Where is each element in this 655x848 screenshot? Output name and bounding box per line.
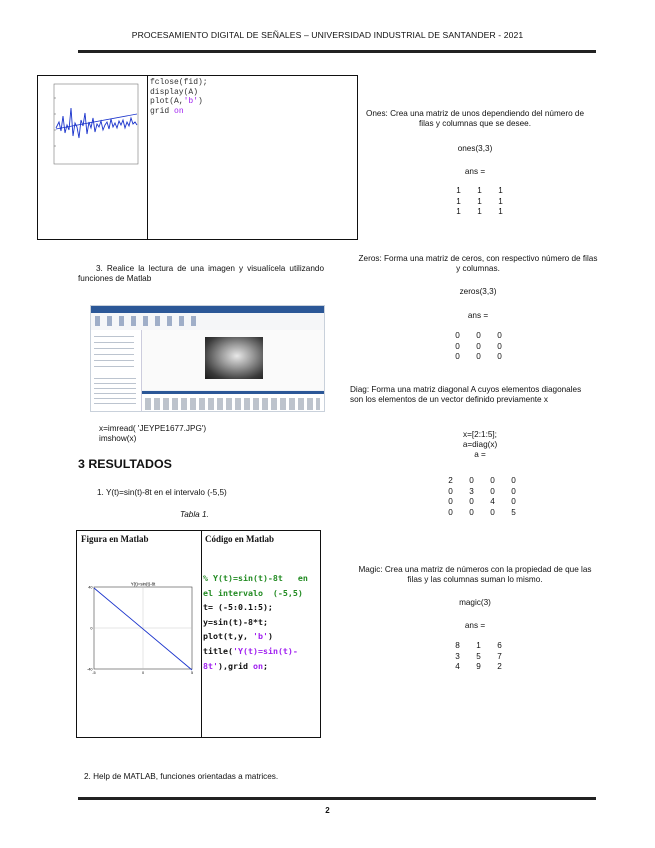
code-token: ),grid xyxy=(218,660,253,671)
matrix-cell: 0 xyxy=(511,486,516,496)
matrix-row xyxy=(440,487,524,498)
header-rule xyxy=(78,50,596,53)
code-comment: % Y(t)=sin(t)-8t en xyxy=(203,573,308,583)
zeros-description: Zeros: Forma una matriz de ceros, con respectivo número de filas y columnas. xyxy=(358,254,598,273)
ones-call: ones(3,3) xyxy=(457,144,493,153)
diag-description: Diag: Forma una matriz diagonal A cuyos elementos diagonales son los elementos de un vector definido previamente x xyxy=(350,385,582,404)
diag-matrix xyxy=(440,476,524,518)
item1-text: 1. Y(t)=sin(t)-8t en el intervalo (-5,5) xyxy=(97,488,227,497)
plot-axes-box xyxy=(54,84,138,164)
matrix-cell: 0 xyxy=(469,497,474,507)
code-keyword: on xyxy=(174,106,184,116)
matrix-row xyxy=(447,652,510,663)
top-code xyxy=(150,78,208,116)
matrix-cell: 1 xyxy=(477,196,482,206)
matrix-cell: 0 xyxy=(455,341,460,351)
magic-ans: ans = xyxy=(464,621,486,630)
matrix-cell: 0 xyxy=(455,331,460,340)
matrix-cell: 0 xyxy=(448,497,453,507)
diag-code xyxy=(440,430,520,460)
code-line: display(A) xyxy=(150,87,199,97)
matrix-row xyxy=(447,641,510,652)
code-keyword: on xyxy=(252,660,263,671)
matrix-row xyxy=(447,352,510,363)
code-string: 'b' xyxy=(252,631,268,642)
matrix-cell: 2 xyxy=(448,476,453,485)
x-tick-label: 5 xyxy=(190,671,194,675)
table-caption: Tabla 1. xyxy=(180,510,209,519)
matrix-row xyxy=(448,207,511,218)
matrix-cell: 1 xyxy=(476,641,481,650)
matrix-cell: 0 xyxy=(476,331,481,340)
matrix-cell: 5 xyxy=(511,507,516,517)
magic-call: magic(3) xyxy=(459,598,491,607)
noisy-signal-figure xyxy=(40,78,145,178)
matrix-cell: 0 xyxy=(497,341,502,351)
matrix-cell: 3 xyxy=(455,651,460,661)
matrix-cell: 0 xyxy=(490,476,495,485)
table-header-figure: Figura en Matlab xyxy=(81,534,149,544)
zeros-ans: ans = xyxy=(467,311,489,320)
matrix-cell: 5 xyxy=(476,651,481,661)
code-line: grid xyxy=(150,106,175,116)
y-tick-label: -40 xyxy=(87,667,93,672)
code-line: y=sin(t)-8*t; xyxy=(203,616,268,627)
matrix-cell: 7 xyxy=(497,651,502,661)
code-token: title( xyxy=(203,645,233,656)
table-column-divider xyxy=(201,531,202,737)
matlab-toolbar-icons xyxy=(95,316,203,326)
item2-text: 2. Help de MATLAB, funciones orientadas a matrices. xyxy=(84,772,279,781)
matrix-cell: 0 xyxy=(497,352,502,362)
code-line: imshow(x) xyxy=(99,434,137,443)
matrix-row xyxy=(440,508,524,519)
page-number: 2 xyxy=(325,806,330,815)
matrix-row xyxy=(440,476,524,487)
matrix-row xyxy=(448,197,511,208)
ones-description: Ones: Crea una matriz de unos dependiendo del número de filas y columnas que se desee. xyxy=(365,109,585,128)
section-heading: 3 RESULTADOS xyxy=(78,457,172,471)
running-header: PROCESAMIENTO DIGITAL DE SEÑALES – UNIVERSIDAD INDUSTRIAL DE SANTANDER - 2021 xyxy=(131,30,524,40)
item3-text: 3. Realice la lectura de una imagen y visualícela utilizando funciones de Matlab xyxy=(78,264,324,283)
code-line: a=diag(x) xyxy=(462,440,498,449)
matrix-cell: 0 xyxy=(511,476,516,485)
code-line: x=[2:1:5]; xyxy=(463,430,497,439)
matrix-cell: 0 xyxy=(469,507,474,517)
matrix-cell: 8 xyxy=(455,641,460,650)
x-tick-label: -5 xyxy=(92,671,96,675)
code-comment: el intervalo (-5,5) xyxy=(203,587,303,598)
matrix-cell: 0 xyxy=(511,497,516,507)
matrix-cell: 0 xyxy=(490,507,495,517)
table-code xyxy=(203,571,308,673)
matlab-workspace xyxy=(94,378,136,408)
code-line: a = xyxy=(474,450,486,459)
y-tick-label: 0 xyxy=(90,626,93,631)
matrix-cell: 1 xyxy=(456,196,461,206)
ones-matrix xyxy=(448,186,511,218)
matrix-cell: 2 xyxy=(497,662,502,672)
matrix-cell: 6 xyxy=(497,641,502,650)
matlab-ribbon xyxy=(91,306,324,313)
zeros-call: zeros(3,3) xyxy=(459,287,497,296)
matrix-cell: 0 xyxy=(497,331,502,340)
matrix-cell: 0 xyxy=(455,352,460,362)
matrix-cell: 0 xyxy=(448,507,453,517)
code-token: ; xyxy=(262,660,268,671)
matrix-cell: 0 xyxy=(448,486,453,496)
matrix-cell: 3 xyxy=(469,486,474,496)
code-token: ) xyxy=(267,631,273,642)
matlab-file-list xyxy=(94,336,134,372)
code-line: fclose(fid); xyxy=(150,78,208,87)
matrix-row xyxy=(448,186,511,197)
code-line: plot(A, xyxy=(150,97,184,107)
matrix-cell: 0 xyxy=(469,476,474,485)
y-tick-label: 40 xyxy=(88,585,93,590)
matrix-cell: 9 xyxy=(476,662,481,672)
footer-rule xyxy=(78,797,596,800)
matrix-row xyxy=(447,342,510,353)
x-tick-label: 0 xyxy=(141,671,145,675)
matlab-command-text xyxy=(145,398,320,410)
matrix-cell: 0 xyxy=(476,352,481,362)
matrix-cell: 1 xyxy=(498,186,503,195)
matlab-screenshot xyxy=(90,305,325,412)
matrix-cell: 1 xyxy=(456,207,461,217)
code-string: 8t' xyxy=(203,660,218,671)
matrix-cell: 1 xyxy=(477,207,482,217)
ones-ans: ans = xyxy=(464,167,486,176)
chart-title: Y(t)=sin(t)-8t xyxy=(130,581,156,587)
matrix-cell: 1 xyxy=(477,186,482,195)
matrix-cell: 1 xyxy=(498,207,503,217)
displayed-image xyxy=(205,337,263,379)
code-line: t= (-5:0.1:5); xyxy=(203,602,273,613)
matrix-cell: 4 xyxy=(455,662,460,672)
matrix-cell: 1 xyxy=(498,196,503,206)
code-string: 'b' xyxy=(183,97,199,107)
matrix-row xyxy=(447,331,510,342)
code-token: ) xyxy=(198,97,203,107)
code-string: 'Y(t)=sin(t)- xyxy=(232,645,298,656)
code-line: x=imread( 'JEYPE1677.JPG') xyxy=(99,424,207,433)
matrix-cell: 4 xyxy=(490,497,495,507)
item3-code xyxy=(99,424,206,444)
matrix-row xyxy=(440,497,524,508)
table-header-code: Código en Matlab xyxy=(205,534,275,544)
magic-description: Magic: Crea una matriz de números con la propiedad de que las filas y las columnas suman lo mismo. xyxy=(358,565,592,584)
matrix-cell: 0 xyxy=(490,486,495,496)
matrix-cell: 1 xyxy=(456,186,461,195)
zeros-matrix xyxy=(447,331,510,363)
box-divider xyxy=(147,76,148,239)
matrix-row xyxy=(447,662,510,673)
magic-matrix xyxy=(447,641,510,673)
matrix-cell: 0 xyxy=(476,341,481,351)
code-token: plot(t,y, xyxy=(203,631,253,642)
line-plot xyxy=(84,579,196,679)
